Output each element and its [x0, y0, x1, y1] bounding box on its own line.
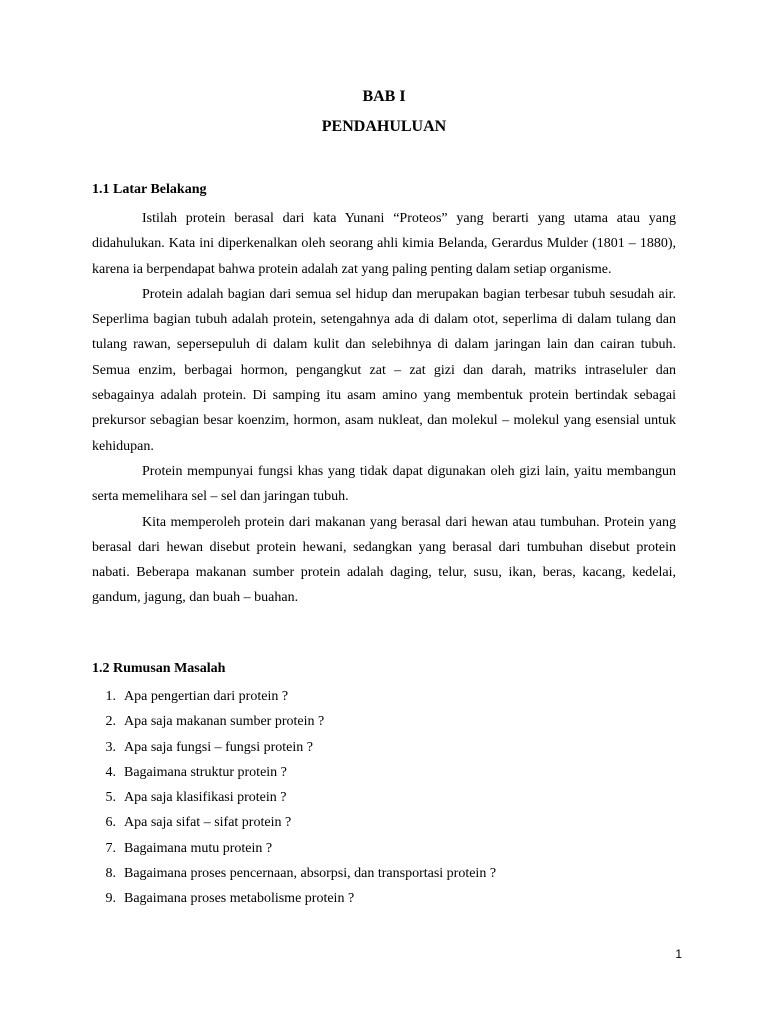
list-text: Bagaimana mutu protein ?: [124, 840, 273, 856]
list-item: [92, 886, 676, 911]
chapter-title: PENDAHULUAN: [321, 118, 447, 135]
list-item: [92, 760, 676, 785]
list-item: [92, 810, 676, 835]
paragraph: Istilah protein berasal dari kata Yunani “Proteos” yang berarti yang utama atau yang didahulukan. Kata ini diperkenalkan oleh seorang ahli kimia Belanda, Gerardus Mulder (1801 – 1880), karena ia berpendapat bahwa protein adalah zat yang paling penting dalam setiap organisme.: [92, 211, 676, 277]
list-text: Apa pengertian dari protein ?: [124, 689, 289, 704]
section-heading-rumusan-masalah: 1.2 Rumusan Masalah: [92, 661, 226, 676]
page-number: 1: [675, 947, 682, 961]
latar-belakang-body: [92, 206, 676, 611]
paragraph: Protein mempunyai fungsi khas yang tidak dapat digunakan oleh gizi lain, yaitu membangun serta memelihara sel – sel dan jaringan tubuh.: [92, 463, 676, 505]
list-number: 1.: [105, 689, 116, 704]
list-number: 7.: [105, 840, 116, 856]
list-text: Apa saja sifat – sifat protein ?: [124, 815, 292, 831]
list-number: 8.: [105, 866, 116, 882]
list-item: [92, 735, 676, 760]
paragraph: Kita memperoleh protein dari makanan yang berasal dari hewan atau tumbuhan. Protein yang berasal dari hewan disebut protein hewani, sedangkan yang berasal dari tumbuhan disebut protein nabati. Beberapa makanan sumber protein adalah daging, telur, susu, ikan, beras, kacang, kedelai, gandum, jagung, dan buah – buahan.: [92, 514, 676, 606]
list-number: 6.: [105, 815, 116, 831]
section-heading-latar-belakang: 1.1 Latar Belakang: [92, 182, 207, 197]
list-item: [92, 861, 676, 886]
list-number: 4.: [105, 764, 116, 780]
list-text: Bagaimana proses pencernaan, absorpsi, dan transportasi protein ?: [124, 866, 497, 882]
list-item: [92, 785, 676, 810]
list-number: 3.: [105, 739, 116, 755]
list-item: [92, 836, 676, 861]
list-text: Apa saja fungsi – fungsi protein ?: [124, 739, 313, 755]
list-text: Apa saja klasifikasi protein ?: [124, 790, 287, 806]
list-item: [92, 684, 676, 709]
chapter-number: BAB I: [362, 88, 406, 105]
list-text: Bagaimana proses metabolisme protein ?: [124, 891, 355, 907]
list-number: 5.: [105, 790, 116, 806]
rumusan-masalah-list: [92, 684, 676, 912]
list-item: [92, 709, 676, 734]
list-text: Bagaimana struktur protein ?: [124, 764, 287, 780]
list-number: 2.: [105, 714, 116, 730]
list-text: Apa saja makanan sumber protein ?: [124, 714, 325, 730]
paragraph: Protein adalah bagian dari semua sel hidup dan merupakan bagian terbesar tubuh sesudah air. Seperlima bagian tubuh adalah protein, setengahnya ada di dalam otot, seperlima di dalam tulang dan tulang rawan, sepersepuluh di dalam kulit dan selebihnya di dalam jaringan lain dan cairan tubuh. Semua enzim, berbagai hormon, pengangkut zat – zat gizi dan darah, matriks intraseluler dan sebagainya adalah protein. Di samping itu asam amino yang membentuk protein bertindak sebagai prekursor sebagian besar koenzim, hormon, asam nukleat, dan molekul – molekul yang esensial untuk kehidupan.: [92, 286, 676, 454]
list-number: 9.: [105, 891, 116, 907]
